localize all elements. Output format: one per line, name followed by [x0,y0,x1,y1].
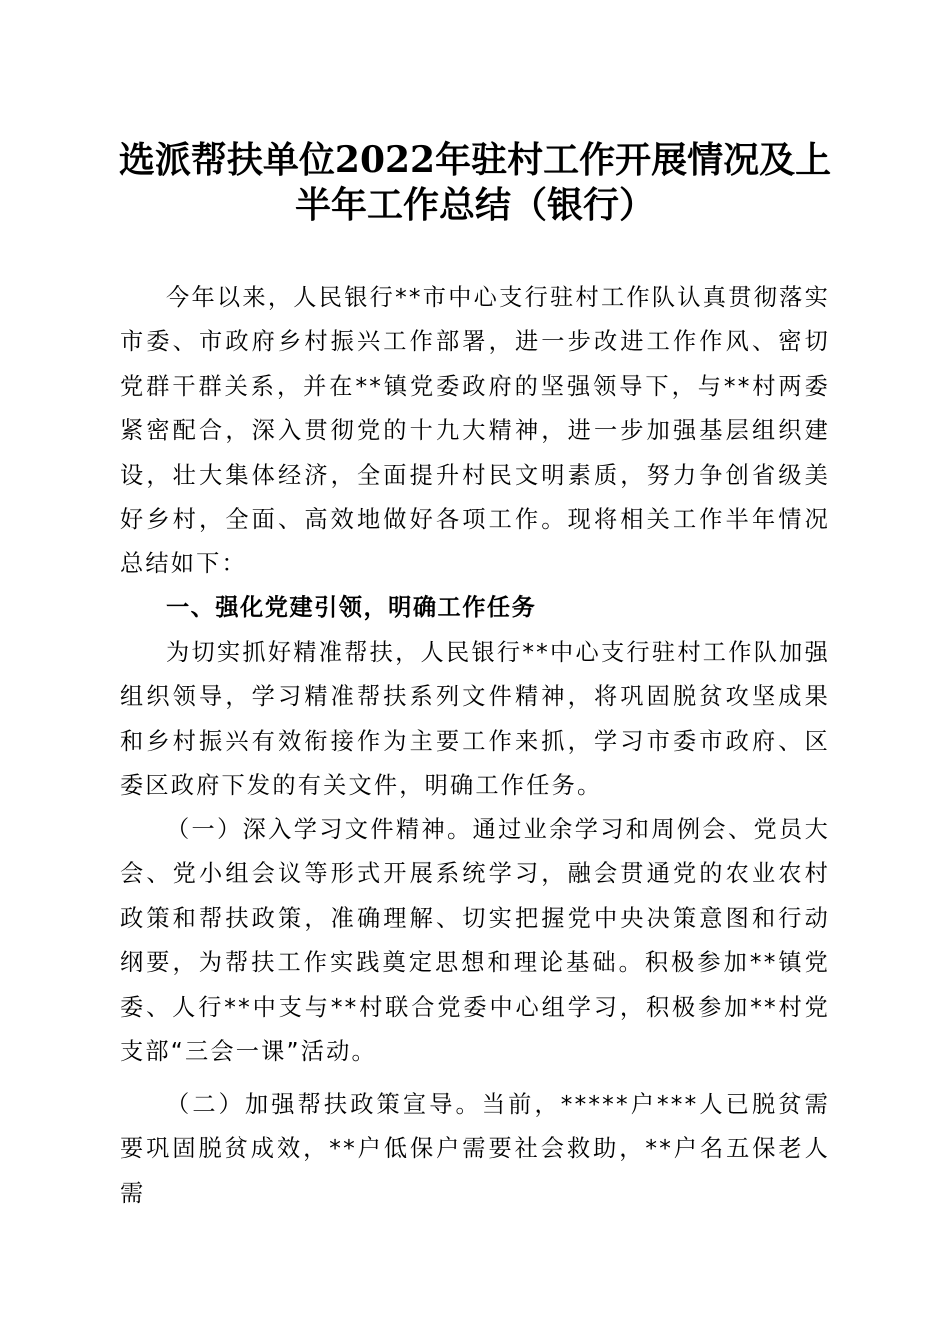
subsection-1-paragraph: （一）深入学习文件精神。通过业余学习和周例会、党员大会、党小组会议等形式开展系统学习，融会贯通党的农业农村政策和帮扶政策，准确理解、切实把握党中央决策意图和行动纲要，为帮扶工作实践奠定思想和理论基础。积极参加**镇党委、人行**中支与**村联合党委中心组学习，积极参加**村党支部“三会一课”活动。 [120,816,830,1066]
document-title-line-2: 半年工作总结（银行） [294,184,655,226]
intro-paragraph: 今年以来，人民银行**市中心支行驻村工作队认真贯彻落实市委、市政府乡村振兴工作部署，进一步改进工作作风、密切党群干群关系，并在**镇党委政府的坚强领导下，与**村两委紧密配合，深入贯彻党的十九大精神，进一步加强基层组织建设，壮大集体经济，全面提升村民文明素质，努力争创省级美好乡村，全面、高效地做好各项工作。现将相关工作半年情况总结如下： [120,284,830,578]
section-1-paragraph: 为切实抓好精准帮扶，人民银行**中心支行驻村工作队加强组织领导，学习精准帮扶系列文件精神，将巩固脱贫攻坚成果和乡村振兴有效衔接作为主要工作来抓，学习市委市政府、区委区政府下发的有关文件，明确工作任务。 [120,639,830,800]
section-heading-1: 一、强化党建引领，明确工作任务 [166,594,537,621]
subsection-2-paragraph: （二）加强帮扶政策宣导。当前，*****户***人已脱贫需要巩固脱贫成效，**户低保户需要社会救助，**户名五保老人需 [120,1091,830,1207]
document-title-line-1: 选派帮扶单位2022年驻村工作开展情况及上 [118,139,832,181]
